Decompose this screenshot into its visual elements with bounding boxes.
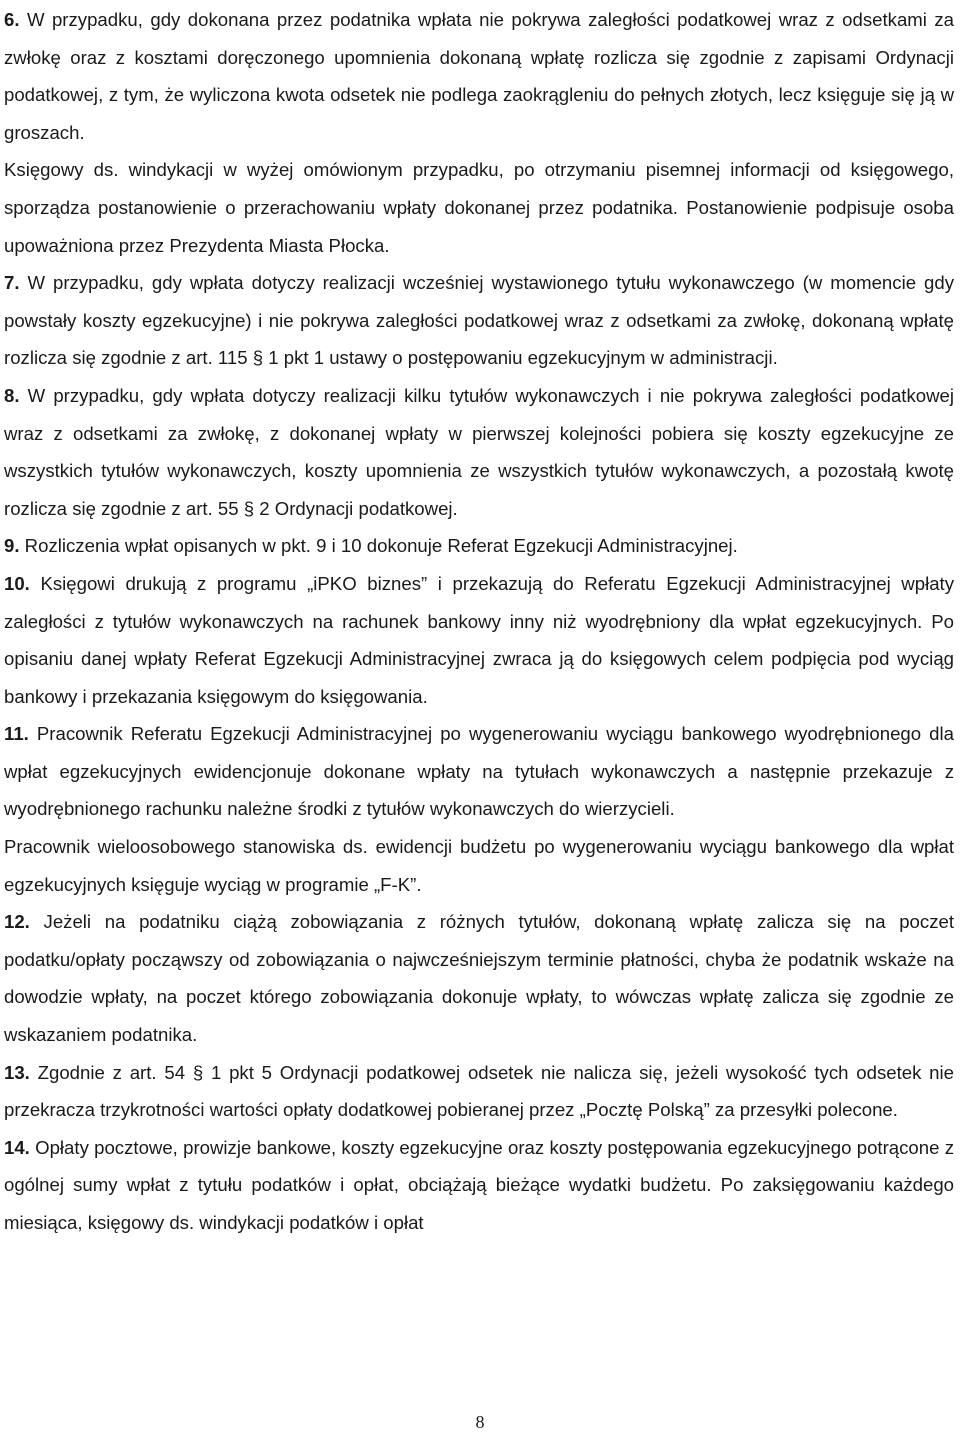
paragraph-text: Rozliczenia wpłat opisanych w pkt. 9 i 10 dokonuje Referat Egzekucji Administracyjnej. xyxy=(19,535,738,557)
paragraph-6 xyxy=(4,1,954,151)
paragraph-14 xyxy=(4,1129,954,1242)
paragraph-number: 9. xyxy=(4,535,20,557)
paragraph-number: 8. xyxy=(4,384,20,406)
paragraph-6-continuation xyxy=(4,151,954,264)
paragraph-text: W przypadku, gdy dokonana przez podatnika wpłata nie pokrywa zaległości podatkowej wraz z odsetkami za zwłokę oraz z kosztami doręczonego upomnienia dokonaną wpłatę rozlicza się zgodnie z zapisami Ordynacji podatkowej, z tym, że wyliczona kwota odsetek nie podlega zaokrągleniu do pełnych złotych, lecz księguje się ją w groszach. xyxy=(4,9,954,143)
paragraph-text: W przypadku, gdy wpłata dotyczy realizacji wcześniej wystawionego tytułu wykonawczego (w momencie gdy powstały koszty egzekucyjne) i nie pokrywa zaległości podatkowej wraz z odsetkami za zwłokę, dokonaną wpłatę rozlicza się zgodnie z art. 115 § 1 pkt 1 ustawy o postępowaniu egzekucyjnym w administracji. xyxy=(4,272,954,369)
paragraph-number: 7. xyxy=(4,272,20,294)
page-number: 8 xyxy=(475,1412,485,1432)
paragraph-7 xyxy=(4,264,954,377)
paragraph-text: Księgowy ds. windykacji w wyżej omówionym przypadku, po otrzymaniu pisemnej informacji od księgowego, sporządza postanowienie o przerachowaniu wpłaty dokonanej przez podatnika. Postanowienie podpisuje osoba upoważniona przez Prezydenta Miasta Płocka. xyxy=(4,159,954,256)
paragraph-text: Opłaty pocztowe, prowizje bankowe, koszty egzekucyjne oraz koszty postępowania egzekucyjnego potrącone z ogólnej sumy wpłat z tytułu podatków i opłat, obciążają bieżące wydatki budżetu. Po zaksięgowaniu każdego miesiąca, księgowy ds. windykacji podatków i opłat xyxy=(4,1136,954,1233)
paragraph-13 xyxy=(4,1054,954,1129)
paragraph-10 xyxy=(4,565,954,715)
paragraph-number: 12. xyxy=(4,911,30,933)
paragraph-9 xyxy=(4,527,954,565)
paragraph-number: 13. xyxy=(4,1061,30,1083)
paragraph-text: Jeżeli na podatniku ciążą zobowiązania z różnych tytułów, dokonaną wpłatę zalicza się na poczet podatku/opłaty począwszy od zobowiązania o najwcześniejszym terminie płatności, chyba że podatnik wskaże na dowodzie wpłaty, na poczet którego zobowiązania dokonuje wpłaty, to wówczas wpłatę zalicza się zgodnie ze wskazaniem podatnika. xyxy=(4,911,954,1046)
paragraph-11-continuation xyxy=(4,828,954,903)
paragraph-number: 11. xyxy=(4,723,29,745)
paragraph-number: 10. xyxy=(4,572,30,594)
paragraph-12 xyxy=(4,903,954,1053)
paragraph-text: Zgodnie z art. 54 § 1 pkt 5 Ordynacji podatkowej odsetek nie nalicza się, jeżeli wysokość tych odsetek nie przekracza trzykrotności wartości opłaty dodatkowej pobieranej przez „Pocztę Polską” za przesyłki polecone. xyxy=(4,1061,954,1121)
paragraph-text: Pracownik wieloosobowego stanowiska ds. ewidencji budżetu po wygenerowaniu wyciągu bankowego dla wpłat egzekucyjnych księguje wyciąg w programie „F-K”. xyxy=(4,836,954,895)
paragraph-text: Księgowi drukują z programu „iPKO biznes” i przekazują do Referatu Egzekucji Administracyjnej wpłaty zaległości z tytułów wykonawczych na rachunek bankowy inny niż wyodrębniony dla wpłat egzekucyjnych. Po opisaniu danej wpłaty Referat Egzekucji Administracyjnej zwraca ją do księgowych celem podpięcia pod wyciąg bankowy i przekazania księgowym do księgowania. xyxy=(4,572,954,707)
paragraph-text: W przypadku, gdy wpłata dotyczy realizacji kilku tytułów wykonawczych i nie pokrywa zaległości podatkowej wraz z odsetkami za zwłokę, z dokonanej wpłaty w pierwszej kolejności pobiera się koszty egzekucyjne ze wszystkich tytułów wykonawczych, koszty upomnienia ze wszystkich tytułów wykonawczych, a pozostałą kwotę rozlicza się zgodnie z art. 55 § 2 Ordynacji podatkowej. xyxy=(4,384,954,519)
paragraph-number: 6. xyxy=(4,9,20,30)
paragraph-number: 14. xyxy=(4,1136,30,1158)
paragraph-8 xyxy=(4,377,954,527)
paragraph-text: Pracownik Referatu Egzekucji Administracyjnej po wygenerowaniu wyciągu bankowego wyodrębnionego dla wpłat egzekucyjnych ewidencjonuje dokonane wpłaty na tytułach wykonawczych a następnie przekazuje z wyodrębnionego rachunku należne środki z tytułów wykonawczych do wierzycieli. xyxy=(4,723,954,820)
paragraph-11 xyxy=(4,715,954,828)
